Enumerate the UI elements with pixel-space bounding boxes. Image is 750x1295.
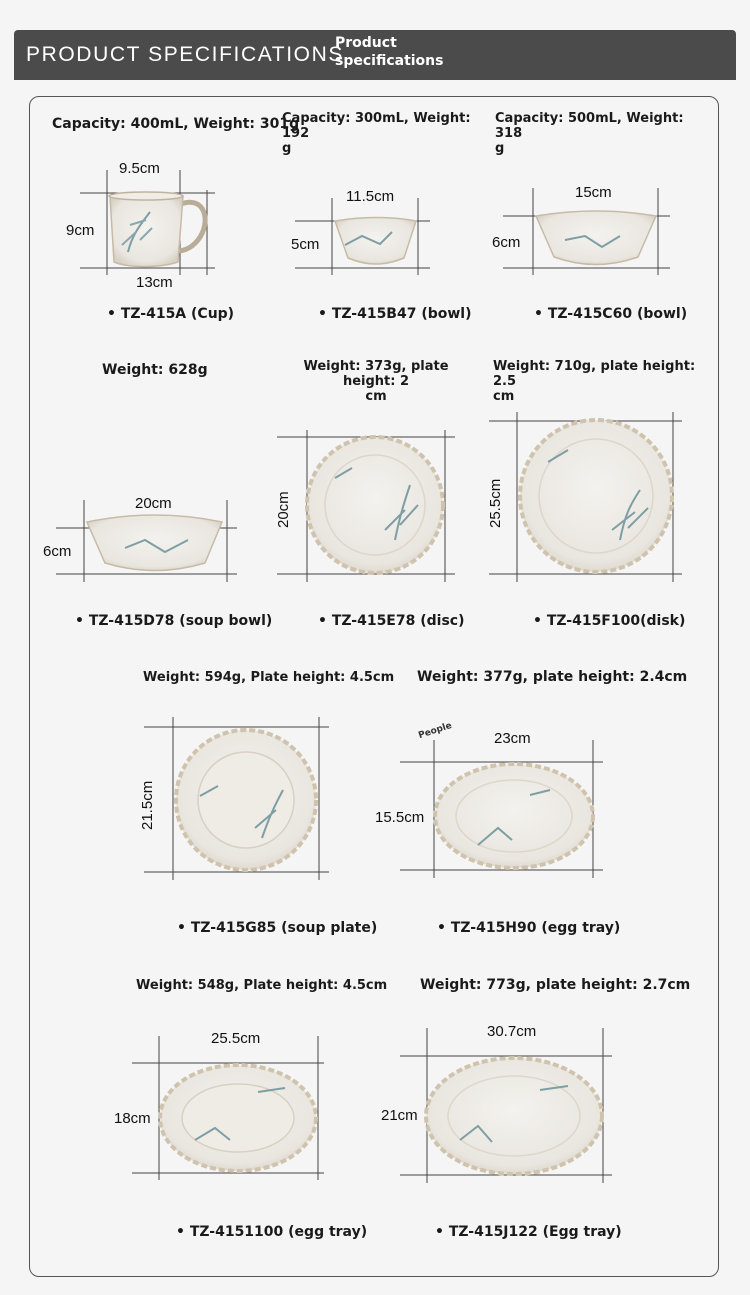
model-cup: • TZ-415A (Cup): [107, 306, 235, 322]
dim-e78-diameter: 20cm: [275, 491, 292, 528]
spec-h90: Weight: 377g, plate height: 2.4cm: [417, 669, 688, 685]
spec-c60: Capacity: 500mL, Weight: 318 g: [495, 111, 684, 156]
people-tag: People: [417, 720, 454, 742]
model-j122: • TZ-415J122 (Egg tray): [435, 1224, 622, 1240]
spec-cup: Capacity: 400mL, Weight: 301g: [52, 116, 300, 132]
header-title: PRODUCT SPECIFICATIONS: [26, 43, 344, 66]
dim-d78-height: 6cm: [43, 543, 72, 560]
dim-cup-top: 9.5cm: [119, 160, 160, 177]
dim-i100-height: 18cm: [114, 1110, 151, 1127]
spec-d78: Weight: 628g: [102, 362, 208, 378]
dim-f100-diameter: 25.5cm: [487, 478, 504, 528]
model-f100: • TZ-415F100(disk): [533, 613, 686, 629]
model-c60: • TZ-415C60 (bowl): [534, 306, 688, 322]
dim-g85-diameter: 21.5cm: [139, 780, 156, 830]
dim-b47-width: 11.5cm: [346, 188, 395, 205]
model-b47: • TZ-415B47 (bowl): [318, 306, 472, 322]
model-h90: • TZ-415H90 (egg tray): [437, 920, 621, 936]
spec-j122: Weight: 773g, plate height: 2.7cm: [420, 977, 691, 993]
dim-c60-height: 6cm: [492, 234, 521, 251]
model-g85: • TZ-415G85 (soup plate): [177, 920, 378, 936]
dim-b47-height: 5cm: [291, 236, 320, 253]
model-d78: • TZ-415D78 (soup bowl): [75, 613, 273, 629]
dim-cup-width: 13cm: [136, 274, 173, 291]
dim-d78-width: 20cm: [135, 495, 172, 512]
dim-h90-height: 15.5cm: [375, 809, 425, 826]
spec-b47: Capacity: 300mL, Weight: 192 g: [282, 111, 471, 156]
model-e78: • TZ-415E78 (disc): [318, 613, 465, 629]
spec-e78: Weight: 373g, plate height: 2 cm: [303, 359, 449, 404]
spec-g85: Weight: 594g, Plate height: 4.5cm: [143, 670, 395, 685]
dim-cup-height: 9cm: [66, 222, 95, 239]
model-i100: • TZ-4151100 (egg tray): [176, 1224, 368, 1240]
dim-i100-width: 25.5cm: [211, 1030, 261, 1047]
dim-j122-width: 30.7cm: [487, 1023, 537, 1040]
spec-i100: Weight: 548g, Plate height: 4.5cm: [136, 978, 388, 993]
dim-h90-width: 23cm: [494, 730, 531, 747]
spec-f100: Weight: 710g, plate height: 2.5 cm: [493, 359, 696, 404]
dim-c60-width: 15cm: [575, 184, 612, 201]
header-subtitle: Product specifications: [335, 35, 444, 69]
dim-j122-height: 21cm: [381, 1107, 418, 1124]
